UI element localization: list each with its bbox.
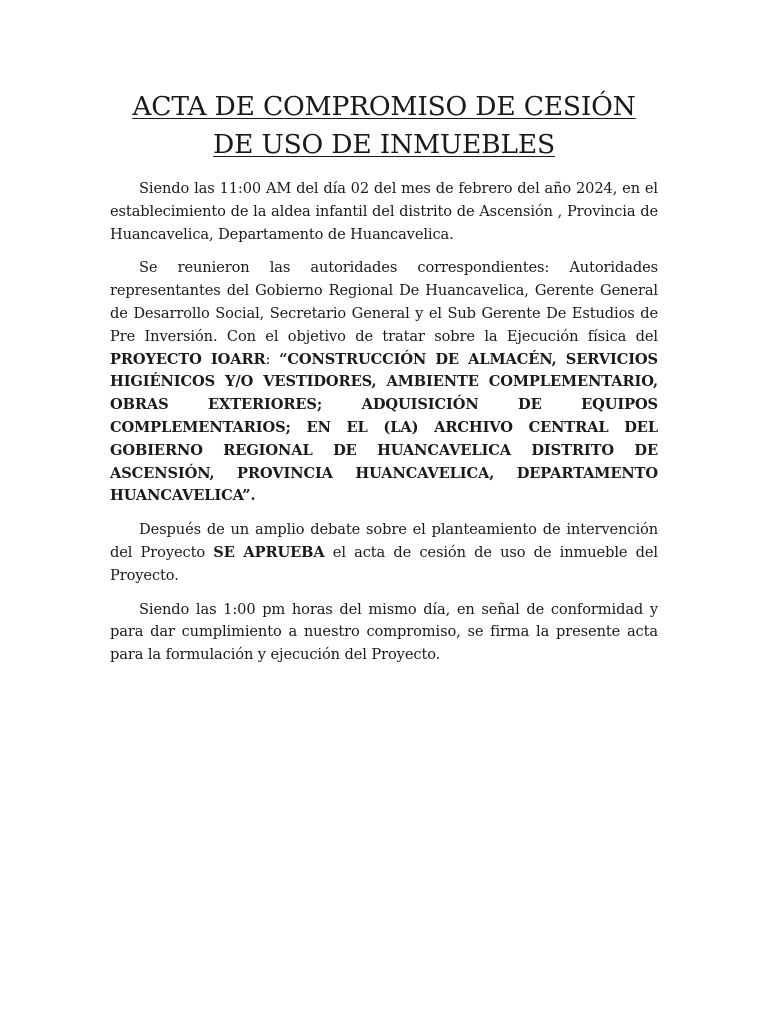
approval-bold: SE APRUEBA: [213, 543, 325, 561]
paragraph-2-text-a: Se reunieron las autoridades correspondientes: Autoridades representantes del Gobierno Regional De Huancavelica, Gerente General de Desarrollo Social, Secretario General y el Sub Gerente De Estudios de Pre Inversión. Con el objetivo de tratar sobre la Ejecución física del: [110, 259, 658, 345]
paragraph-3-text-b: el acta de cesión de uso de inmueble del Proyecto.: [110, 543, 658, 584]
project-name-bold: “CONSTRUCCIÓN DE ALMACÉN, SERVICIOS HIGIÉNICOS Y/O VESTIDORES, AMBIENTE COMPLEMENTARIO, OBRAS EXTERIORES; ADQUISICIÓN DE EQUIPOS COMPLEMENTARIOS; EN EL (LA) ARCHIVO CENTRAL DEL GOBIERNO REGIONAL DE HUANCAVELICA DISTRITO DE ASCENSIÓN, PROVINCIA HUANCAVELICA, DEPARTAMENTO HUANCAVELICA”.: [110, 350, 658, 505]
title-line-2: DE USO DE INMUEBLES: [213, 129, 555, 160]
paragraph-2-text-b: :: [265, 350, 280, 368]
paragraph-3-text-a: Después de un amplio debate sobre el planteamiento de intervención del Proyecto: [110, 521, 658, 561]
project-type-bold: PROYECTO IOARR: [110, 350, 266, 368]
title-line-1: ACTA DE COMPROMISO DE CESIÓN: [132, 91, 636, 122]
document-title: [110, 88, 658, 164]
paragraph-1: Siendo las 11:00 AM del día 02 del mes de febrero del año 2024, en el establecimiento de la aldea infantil del distrito de Ascensión , Provincia de Huancavelica, Departamento de Huancavelica.: [110, 180, 658, 243]
paragraph-2: [110, 257, 658, 508]
paragraph-4: Siendo las 1:00 pm horas del mismo día, en señal de conformidad y para dar cumplimiento a nuestro compromiso, se firma la presente acta para la formulación y ejecución del Proyecto.: [110, 600, 658, 664]
document-page: [110, 88, 658, 678]
paragraph-3: [110, 519, 658, 587]
